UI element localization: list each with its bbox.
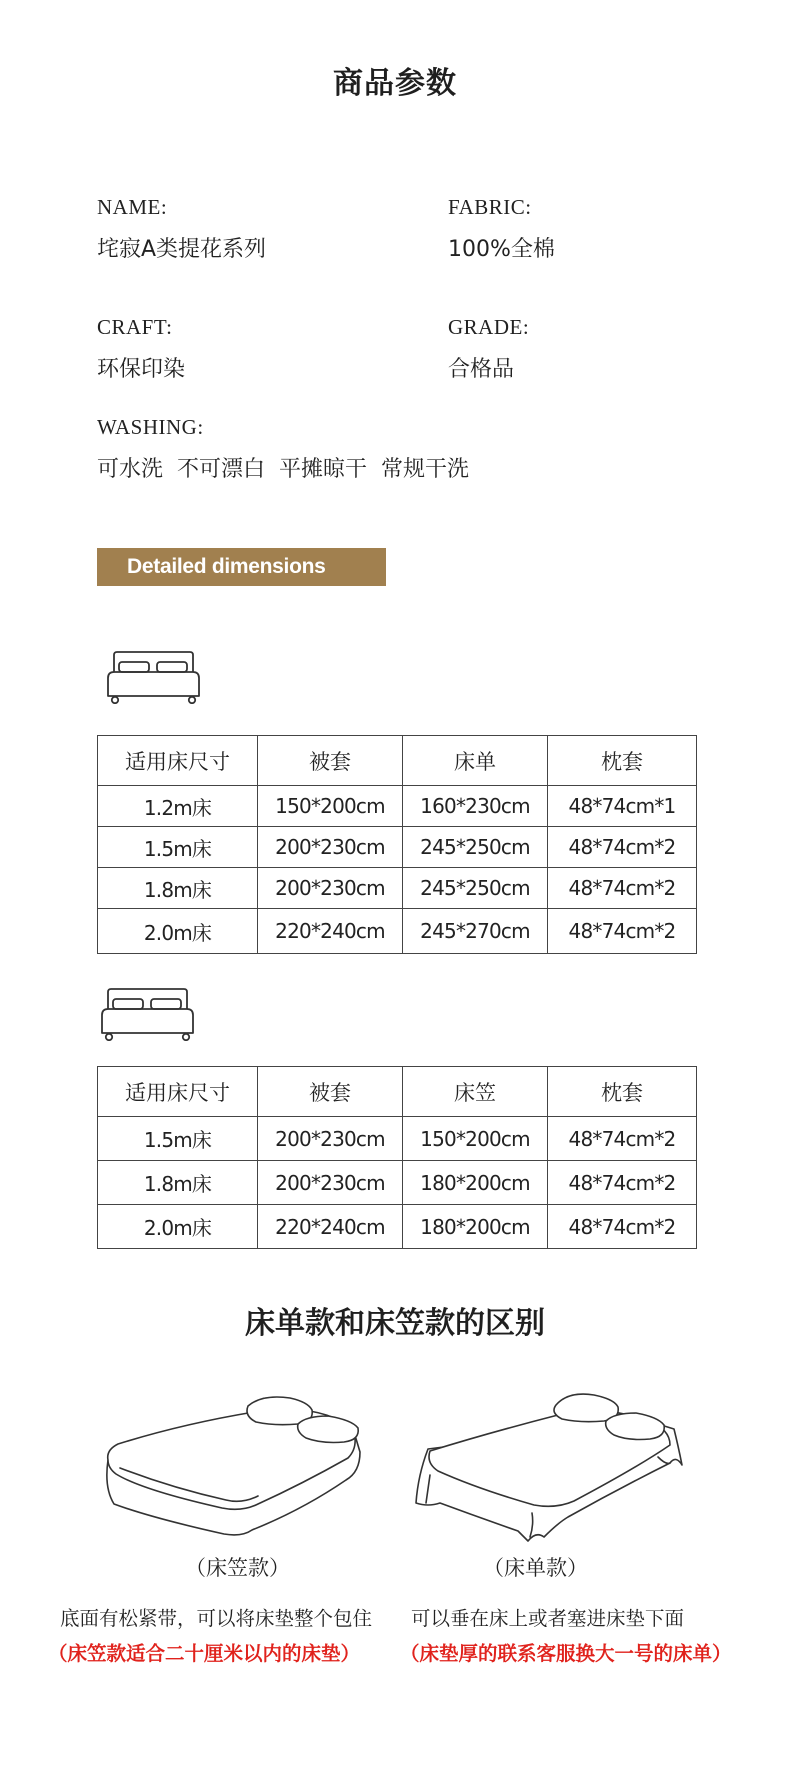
dimensions-banner: Detailed dimensions [97,548,386,586]
fitted-sheet-size-table [97,1066,697,1249]
cell-bed-size: 1.5m床 [98,827,258,868]
header-bed-size: 适用床尺寸 [98,1067,258,1117]
name-label: NAME: [97,195,168,219]
header-flat-sheet: 床单 [403,736,548,786]
cell-duvet-cover: 200*230cm [258,827,403,868]
cell-bed-size: 2.0m床 [98,909,258,954]
table-row [98,1205,697,1249]
cell-pillowcase: 48*74cm*2 [548,1205,697,1249]
cell-duvet-cover: 200*230cm [258,1161,403,1205]
craft-label: CRAFT: [97,315,173,339]
difference-title: 床单款和床笠款的区别 [245,1306,545,1341]
cell-bed-size: 1.8m床 [98,868,258,909]
header-fitted-sheet: 床笠 [403,1067,548,1117]
cell-pillowcase: 48*74cm*1 [548,786,697,827]
fitted-sheet-illustration [102,1388,367,1538]
cell-bed-size: 2.0m床 [98,1205,258,1249]
name-value: 垞寂A类提花系列 [97,237,267,262]
fabric-value: 100%全棉 [448,237,555,262]
fabric-label: FABRIC: [448,195,532,219]
grade-label: GRADE: [448,315,530,339]
cell-fitted-sheet: 180*200cm [403,1205,548,1249]
page-title: 商品参数 [333,66,457,101]
washing-label: WASHING: [97,415,204,439]
table-row [98,1117,697,1161]
fitted-sheet-warning: （床笠款适合二十厘米以内的床垫） [48,1642,361,1665]
cell-fitted-sheet: 150*200cm [403,1117,548,1161]
flat-sheet-warning: （床垫厚的联系客服换大一号的床单） [400,1642,732,1665]
header-pillowcase: 枕套 [548,1067,697,1117]
bed-icon [100,987,195,1041]
cell-fitted-sheet: 180*200cm [403,1161,548,1205]
cell-bed-size: 1.5m床 [98,1117,258,1161]
fitted-sheet-note: 底面有松紧带，可以将床垫整个包住 [60,1607,373,1630]
flat-sheet-caption: （床单款） [483,1556,588,1580]
table-row [98,786,697,827]
table-row [98,827,697,868]
cell-flat-sheet: 160*230cm [403,786,548,827]
cell-duvet-cover: 150*200cm [258,786,403,827]
header-duvet-cover: 被套 [258,736,403,786]
cell-flat-sheet: 245*250cm [403,868,548,909]
grade-value: 合格品 [448,357,515,382]
cell-duvet-cover: 200*230cm [258,1117,403,1161]
cell-flat-sheet: 245*270cm [403,909,548,954]
cell-duvet-cover: 220*240cm [258,1205,403,1249]
cell-pillowcase: 48*74cm*2 [548,1117,697,1161]
header-duvet-cover: 被套 [258,1067,403,1117]
table-row [98,1161,697,1205]
cell-pillowcase: 48*74cm*2 [548,1161,697,1205]
craft-value: 环保印染 [97,357,186,382]
header-bed-size: 适用床尺寸 [98,736,258,786]
cell-pillowcase: 48*74cm*2 [548,909,697,954]
sheet-size-table [97,735,697,954]
cell-duvet-cover: 220*240cm [258,909,403,954]
cell-bed-size: 1.2m床 [98,786,258,827]
cell-flat-sheet: 245*250cm [403,827,548,868]
cell-pillowcase: 48*74cm*2 [548,827,697,868]
fitted-sheet-caption: （床笠款） [185,1556,290,1580]
table-header-row [98,1067,697,1117]
flat-sheet-illustration [408,1385,688,1545]
washing-value: 可水洗 不可漂白 平摊晾干 常规干洗 [97,457,469,482]
table-header-row [98,736,697,786]
cell-pillowcase: 48*74cm*2 [548,868,697,909]
bed-icon [106,650,201,704]
cell-duvet-cover: 200*230cm [258,868,403,909]
table-row [98,868,697,909]
cell-bed-size: 1.8m床 [98,1161,258,1205]
flat-sheet-note: 可以垂在床上或者塞进床垫下面 [411,1607,685,1630]
table-row [98,909,697,954]
header-pillowcase: 枕套 [548,736,697,786]
